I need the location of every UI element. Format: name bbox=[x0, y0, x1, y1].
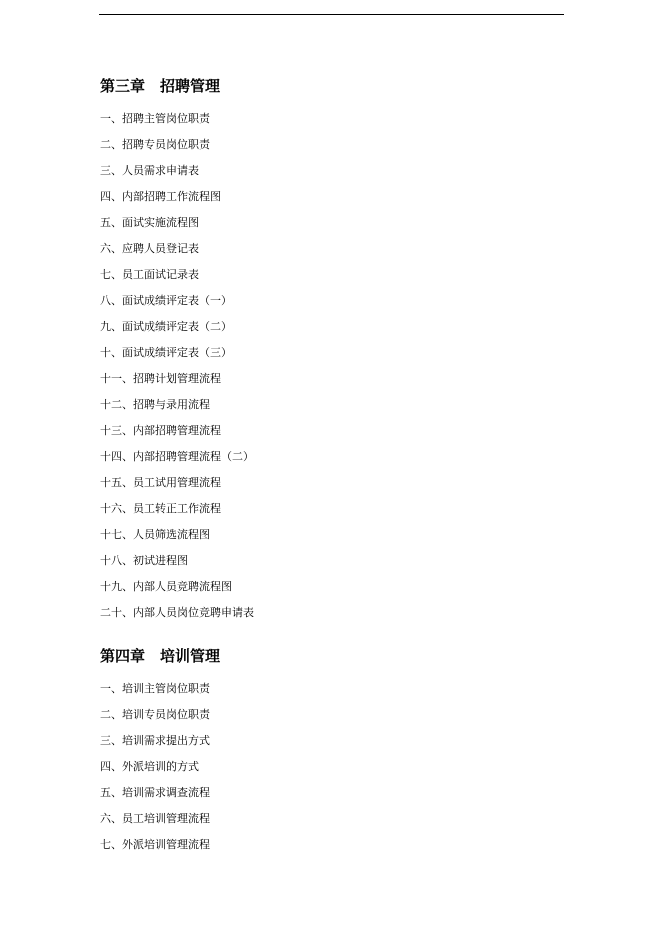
toc-item: 三、培训需求提出方式 bbox=[100, 734, 210, 747]
toc-item: 八、面试成绩评定表（一） bbox=[100, 294, 232, 307]
toc-item: 三、人员需求申请表 bbox=[100, 164, 199, 177]
toc-item: 一、招聘主管岗位职责 bbox=[100, 112, 210, 125]
toc-item: 五、培训需求调查流程 bbox=[100, 786, 210, 799]
toc-item: 二十、内部人员岗位竞聘申请表 bbox=[100, 606, 254, 619]
toc-item: 七、员工面试记录表 bbox=[100, 268, 199, 281]
toc-item: 九、面试成绩评定表（二） bbox=[100, 320, 232, 333]
toc-item: 十六、员工转正工作流程 bbox=[100, 502, 221, 515]
chapter-4 bbox=[100, 646, 570, 858]
chapter-title: 第三章 招聘管理 bbox=[100, 77, 221, 95]
toc-item: 十三、内部招聘管理流程 bbox=[100, 424, 221, 437]
header-rule bbox=[99, 14, 564, 15]
toc-item: 二、培训专员岗位职责 bbox=[100, 708, 210, 721]
toc-item: 四、内部招聘工作流程图 bbox=[100, 190, 221, 203]
chapter-3 bbox=[100, 76, 570, 626]
toc-item: 七、外派培训管理流程 bbox=[100, 838, 210, 851]
toc-item: 五、面试实施流程图 bbox=[100, 216, 199, 229]
toc-item: 十五、员工试用管理流程 bbox=[100, 476, 221, 489]
toc-item: 十八、初试进程图 bbox=[100, 554, 188, 567]
toc-item: 十、面试成绩评定表（三） bbox=[100, 346, 232, 359]
chapter-4-items bbox=[100, 676, 570, 858]
toc-item: 十九、内部人员竞聘流程图 bbox=[100, 580, 232, 593]
toc-item: 十二、招聘与录用流程 bbox=[100, 398, 210, 411]
table-of-contents bbox=[100, 76, 570, 878]
toc-item: 十一、招聘计划管理流程 bbox=[100, 372, 221, 385]
toc-item: 六、员工培训管理流程 bbox=[100, 812, 210, 825]
toc-item: 十七、人员筛选流程图 bbox=[100, 528, 210, 541]
chapter-title: 第四章 培训管理 bbox=[100, 647, 221, 665]
toc-item: 二、招聘专员岗位职责 bbox=[100, 138, 210, 151]
toc-item: 十四、内部招聘管理流程（二） bbox=[100, 450, 254, 463]
toc-item: 一、培训主管岗位职责 bbox=[100, 682, 210, 695]
chapter-3-items bbox=[100, 106, 570, 626]
toc-item: 四、外派培训的方式 bbox=[100, 760, 199, 773]
toc-item: 六、应聘人员登记表 bbox=[100, 242, 199, 255]
